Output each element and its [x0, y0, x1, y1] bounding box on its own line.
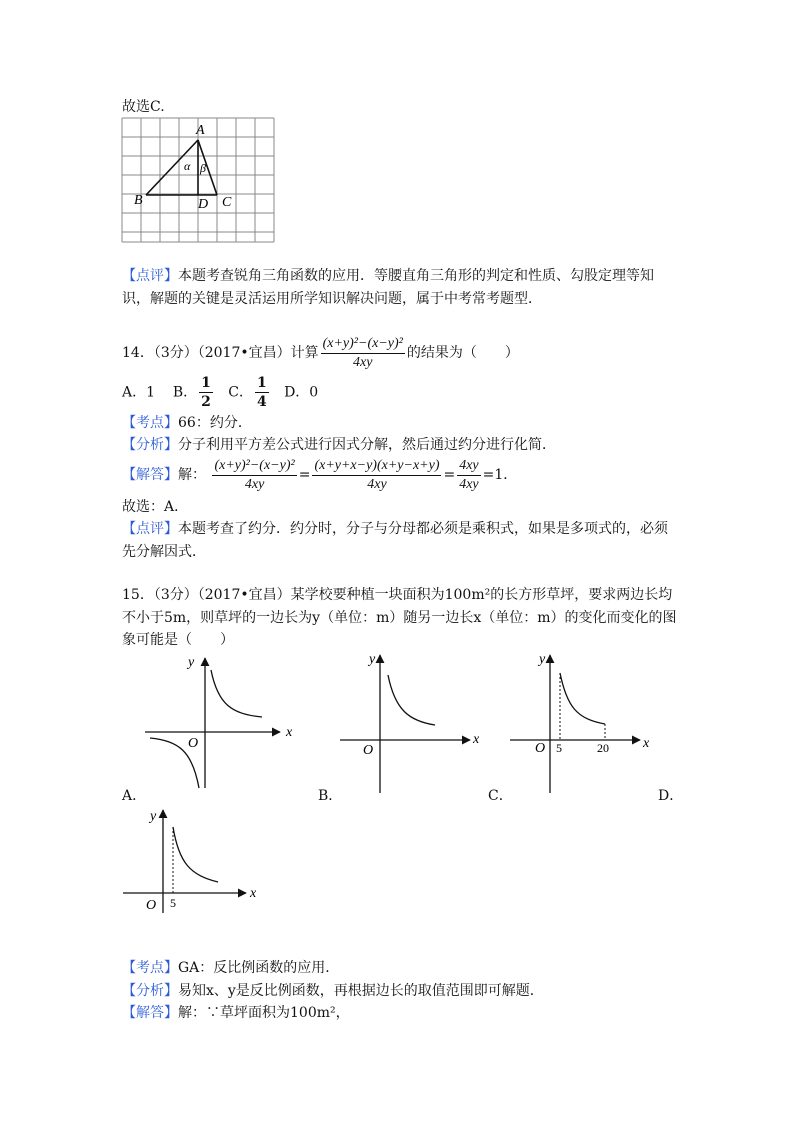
q15-fenxi [122, 981, 544, 1001]
comment-tag: 【点评】 [122, 268, 178, 284]
q15-jieda [122, 1003, 350, 1023]
q14-kaodian [122, 413, 252, 433]
q13-comment-line-2: 识，解题的关键是灵活运用所学知识解决问题，属于中考常考题型． [122, 291, 542, 307]
q14-options [122, 374, 318, 411]
q14-fenxi [122, 435, 556, 455]
tick-5: 5 [170, 896, 176, 910]
jieda-tag: 【解答】 [122, 1005, 178, 1021]
q15-opt-a: A． [122, 788, 147, 804]
label-D: D [198, 197, 209, 212]
q14-opt-d: D．0 [284, 384, 319, 401]
sol-num-2: (x+y+x−y)(x+y−x+y) [312, 457, 441, 476]
q15-graph-d [118, 805, 268, 915]
sol-frac-3 [457, 457, 480, 494]
jieda-text: 解：∵草坪面积为100m²， [178, 1005, 350, 1021]
label-beta: β [200, 161, 206, 175]
origin-label: O [146, 898, 157, 913]
sol-eq-2: = [443, 467, 456, 483]
kaodian-tag: 【考点】 [122, 960, 178, 976]
tick-5: 5 [556, 741, 562, 755]
kaodian-text: 66：约分． [178, 415, 252, 431]
q14-opt-b: B． [172, 384, 198, 401]
x-label: x [643, 736, 650, 751]
jieda-tag: 【解答】 [122, 467, 178, 483]
q13-comment-line-1 [122, 266, 654, 286]
label-B: B [134, 193, 143, 208]
q14-comment-line-2: 先分解因式． [122, 544, 206, 560]
q14-stem-den: 4xy [353, 354, 373, 370]
label-C: C [222, 195, 232, 210]
q15-graph-a [140, 650, 300, 790]
y-label: y [539, 652, 546, 667]
fenxi-text: 分子利用平方差公式进行因式分解，然后通过约分进行化简． [178, 437, 556, 453]
comment-text-1: 本题考查锐角三角函数的应用．等腰直角三角形的判定和性质、勾股定理等知 [178, 268, 654, 284]
q14-answer-line: 故选：A． [122, 499, 189, 515]
kaodian-text: GA：反比例函数的应用． [178, 960, 340, 976]
kaodian-tag: 【考点】 [122, 415, 178, 431]
y-label: y [188, 655, 195, 670]
label-alpha: α [184, 159, 191, 173]
y-label: y [369, 652, 376, 667]
label-A: A [196, 123, 205, 138]
q15-stem-2: 不小于5m，则草坪的一边长为y（单位：m）随另一边长x（单位：m）的变化而变化的图 [122, 610, 677, 626]
curve [560, 673, 605, 724]
q15-opt-b: B． [318, 788, 343, 804]
opt-c-num: 1 [256, 375, 267, 391]
sol-num-1: (x+y)²−(x−y)² [212, 457, 296, 476]
sol-num-3: 4xy [457, 457, 480, 476]
q15-graph-b [335, 645, 485, 795]
q13-triangle-figure [122, 118, 277, 244]
q14-stem-num: (x+y)²−(x−y)² [321, 335, 405, 354]
sol-frac-1 [212, 457, 296, 494]
q13-answer-line: 故选C. [122, 99, 165, 115]
sol-frac-2 [312, 457, 441, 494]
q15-kaodian [122, 958, 339, 978]
curve [388, 675, 435, 725]
curve-q1 [211, 670, 262, 717]
jieda-prefix: 解： [178, 467, 206, 483]
sol-end: =1． [482, 467, 518, 483]
opt-b-den: 2 [201, 394, 211, 410]
sol-eq-1: = [298, 467, 311, 483]
origin-label: O [535, 741, 546, 756]
origin-label: O [188, 736, 199, 751]
q14-jieda [122, 455, 517, 495]
q14-opt-a: A．1 [122, 384, 156, 401]
comment-tag: 【点评】 [122, 521, 178, 537]
fenxi-text: 易知x、y是反比例函数，再根据边长的取值范围即可解题． [178, 983, 544, 999]
opt-c-den: 4 [256, 394, 267, 410]
fenxi-tag: 【分析】 [122, 983, 178, 999]
sol-den-2: 4xy [367, 476, 387, 492]
q14-stem-prefix: 14．（3分）（2017•宜昌）计算 [122, 345, 319, 361]
opt-b-num: 1 [201, 375, 211, 391]
origin-label: O [363, 743, 374, 758]
q14-opt-c-frac [255, 374, 269, 411]
sol-den-1: 4xy [244, 476, 265, 492]
q15-graph-c [505, 645, 655, 795]
comment-text-1: 本题考查了约分．约分时，分子与分母都必须是乘积式，如果是多项式的，必须 [178, 521, 668, 537]
q14-stem-suffix: 的结果为（ ） [406, 345, 519, 361]
x-label: x [286, 725, 293, 740]
q15-opt-c: C． [488, 788, 513, 804]
q14-comment-line-1 [122, 519, 668, 539]
y-label: y [150, 809, 157, 824]
q15-stem-1: 15．（3分）（2017•宜昌）某学校要种植一块面积为100m²的长方形草坪，要求两边长均 [122, 587, 673, 603]
x-label: x [473, 732, 480, 747]
tick-20: 20 [597, 741, 609, 755]
q14-stem [122, 334, 519, 372]
curve [173, 827, 218, 882]
fenxi-tag: 【分析】 [122, 437, 178, 453]
triangle [146, 140, 217, 195]
q14-opt-c: C． [228, 384, 253, 401]
q14-opt-b-frac [199, 374, 213, 411]
sol-den-3: 4xy [459, 476, 479, 492]
x-label: x [250, 886, 257, 901]
q14-stem-fraction [321, 335, 405, 372]
q15-stem-3: 象可能是（ ） [122, 632, 234, 648]
q15-opt-d: D． [658, 788, 684, 804]
